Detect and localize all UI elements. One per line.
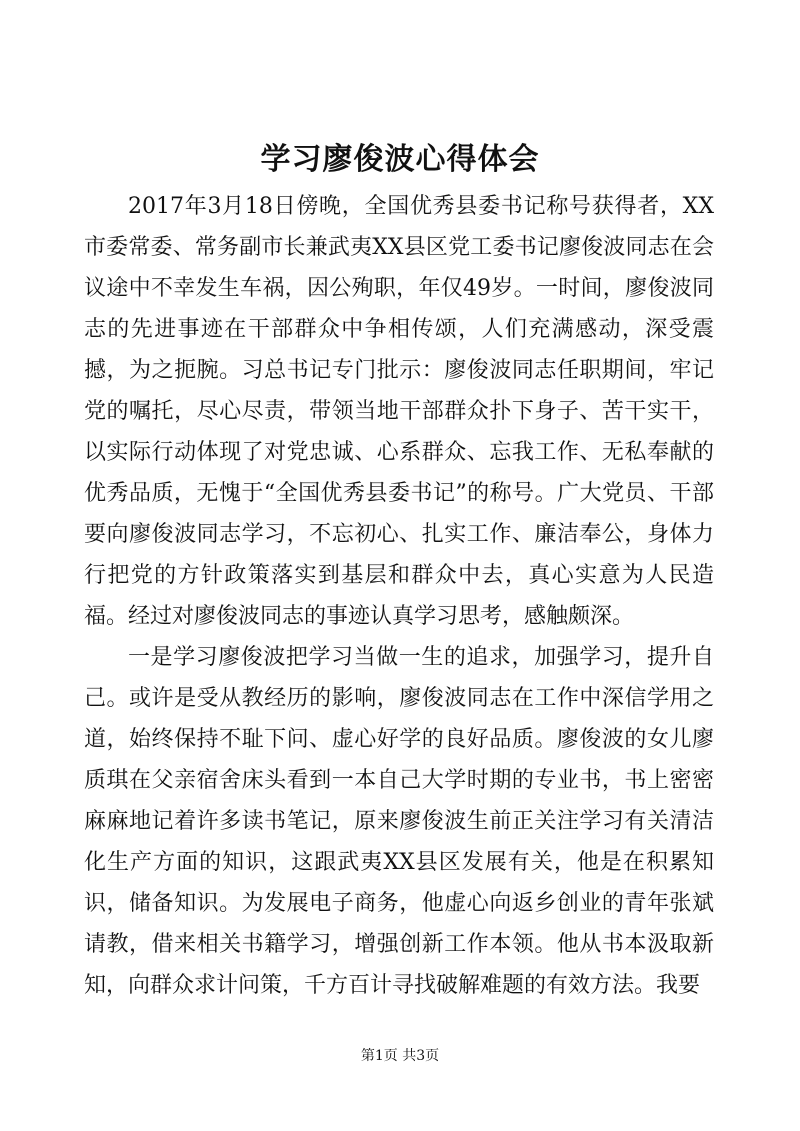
document-body bbox=[84, 186, 714, 1006]
document-title: 学习廖俊波心得体会 bbox=[260, 142, 540, 177]
page-footer: 第1页 共3页 bbox=[360, 1048, 440, 1064]
paragraph-1: 2017年3月18日傍晚，全国优秀县委书记称号获得者，XX市委常委、常务副市长兼武夷XX县区党工委书记廖俊波同志在会议途中不幸发生车祸，因公殉职，年仅49岁。一时间，廖俊波同志的先进事迹在干部群众中争相传颂，人们充满感动，深受震撼，为之扼腕。习总书记专门批示：廖俊波同志任职期间，牢记党的嘱托，尽心尽责，带领当地干部群众扑下身子、苦干实干，以实际行动体现了对党忠诚、心系群众、忘我工作、无私奉献的优秀品质，无愧于“全国优秀县委书记”的称号。广大党员、干部要向廖俊波同志学习，不忘初心、扎实工作、廉洁奉公，身体力行把党的方针政策落实到基层和群众中去，真心实意为人民造福。经过对廖俊波同志的事迹认真学习思考，感触颇深。 bbox=[84, 194, 714, 629]
paragraph-2: 一是学习廖俊波把学习当做一生的追求，加强学习，提升自己。或许是受从教经历的影响，廖俊波同志在工作中深信学用之道，始终保持不耻下问、虚心好学的良好品质。廖俊波的女儿廖质琪在父亲宿舍床头看到一本自己大学时期的专业书，书上密密麻麻地记着许多读书笔记，原来廖俊波生前正关注学习有关清洁化生产方面的知识，这跟武夷XX县区发展有关，他是在积累知识，储备知识。为发展电子商务，他虚心向返乡创业的青年张斌请教，借来相关书籍学习，增强创新工作本领。他从书本汲取新知，向群众求计问策，千方百计寻找破解难题的有效方法。我要 bbox=[84, 645, 714, 998]
